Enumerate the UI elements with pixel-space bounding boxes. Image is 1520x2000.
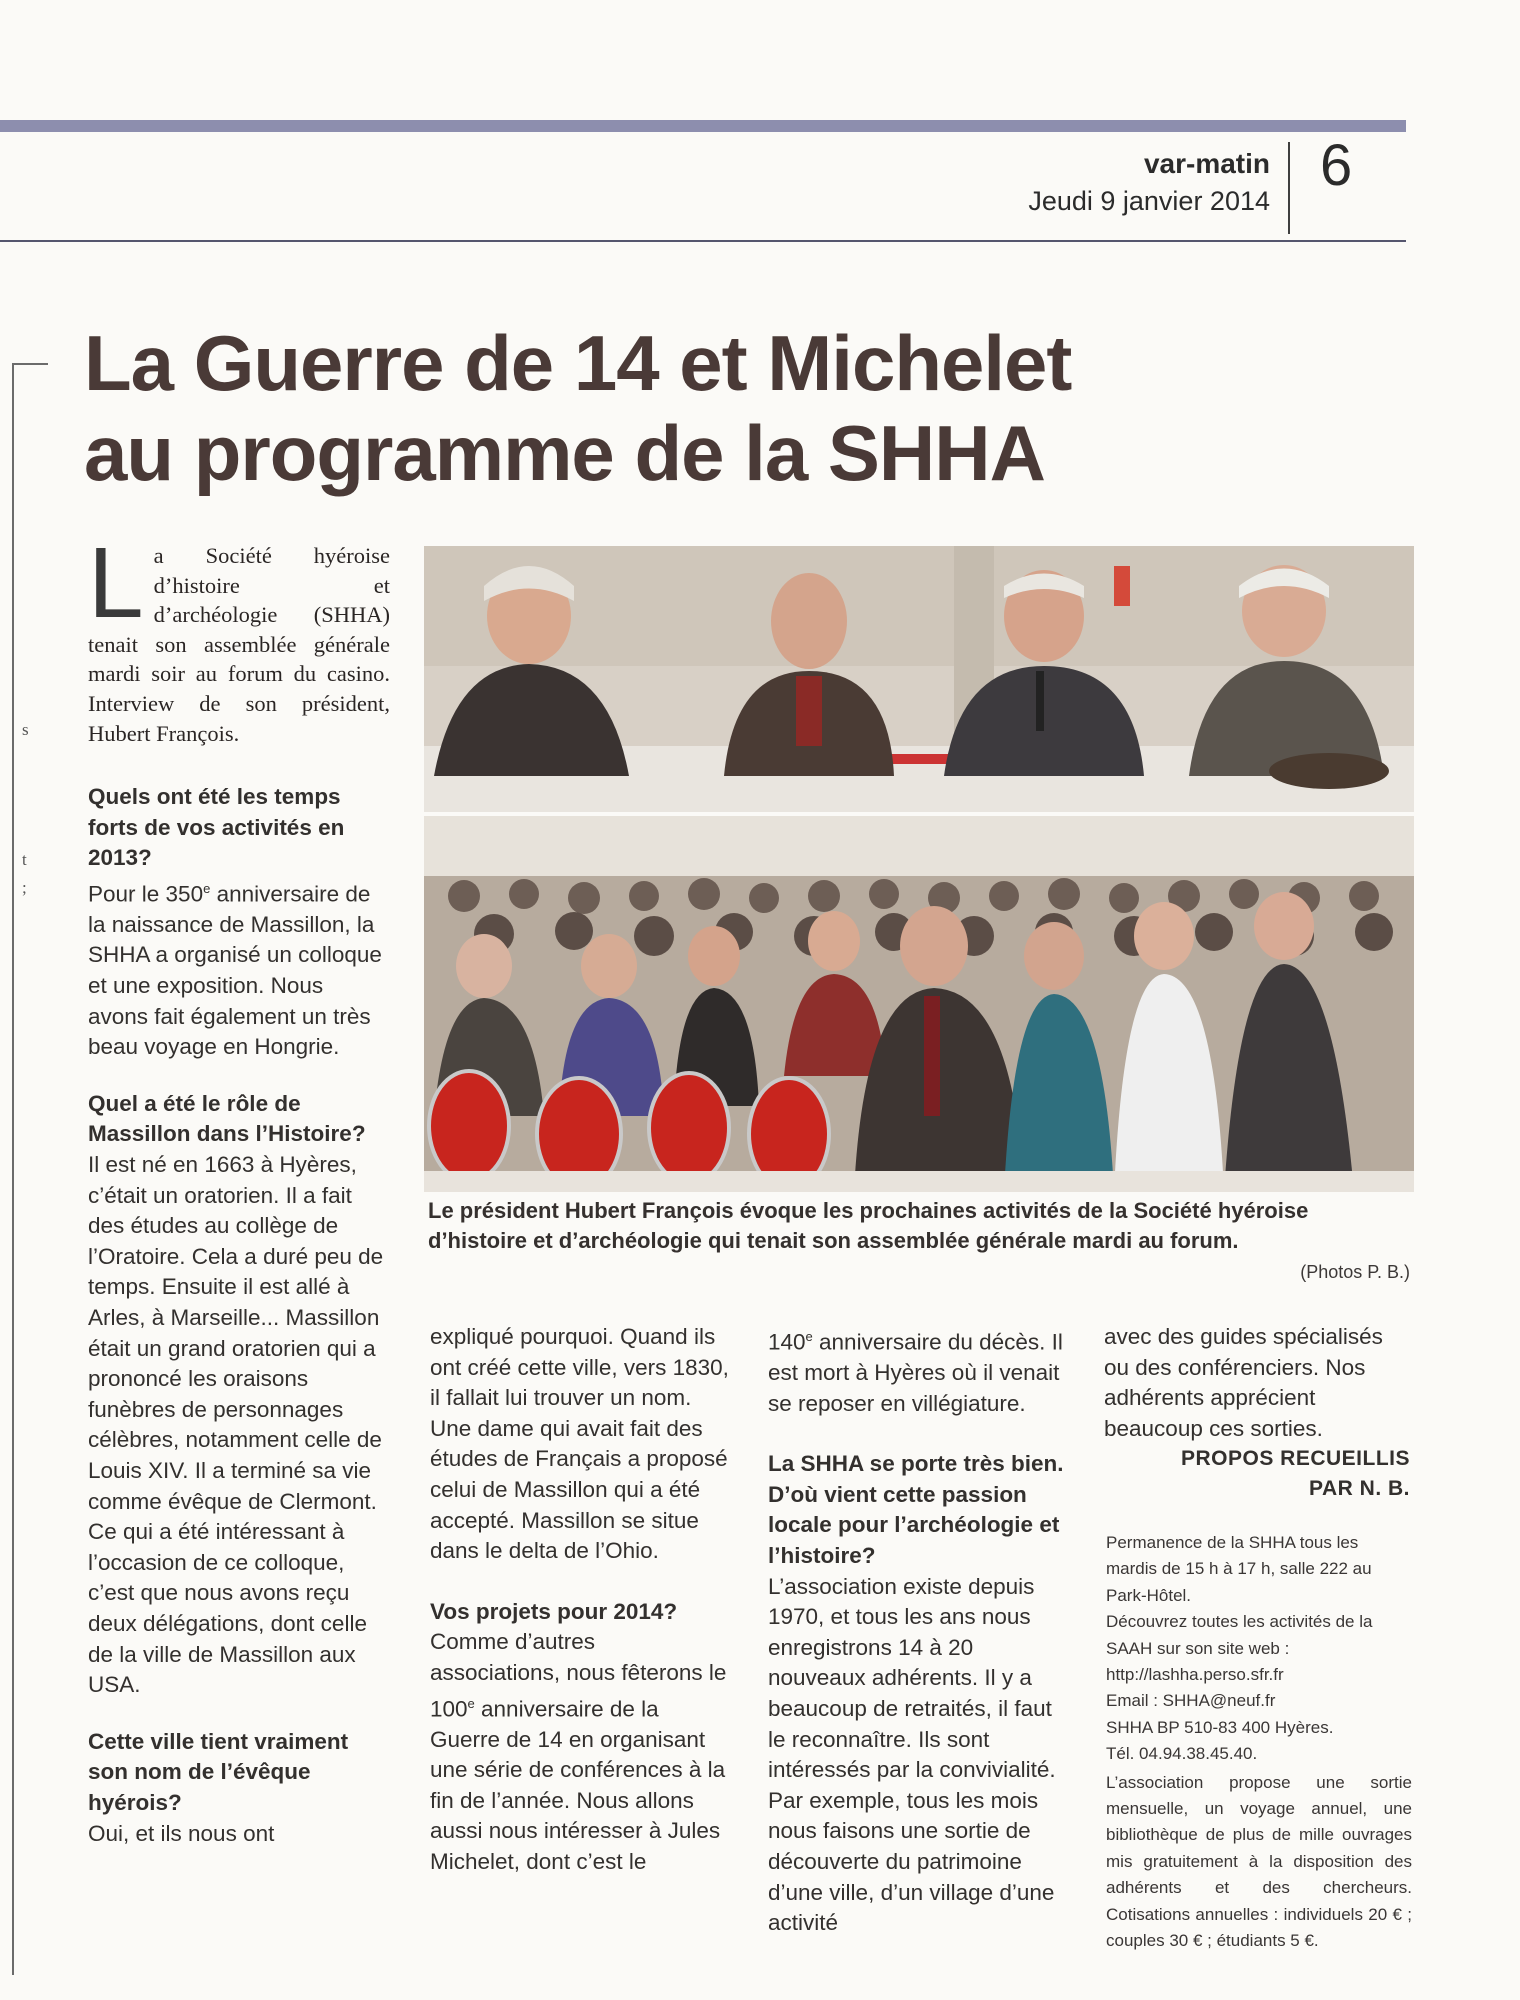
info-box xyxy=(1106,1530,1412,1955)
answer-4: Comme d’autres associations, nous fêterons le 100e anniversaire de la Guerre de 14 en organisant une série de conférences à la fin de l’année. Nous allons aussi nous intéresser à Jules Michelet, dont c’est le xyxy=(430,1629,727,1874)
photo-panel xyxy=(424,546,1414,812)
photo-credit: (Photos P. B.) xyxy=(1300,1262,1410,1282)
edge-rule xyxy=(12,365,14,1975)
intro-text: a Société hyéroise d’histoire et d’archéologie (SHHA) tenait son assemblée générale mardi soir au forum du casino. Interview de son président, Hubert François. xyxy=(88,543,390,746)
info-address: SHHA BP 510-83 400 Hyères. xyxy=(1106,1717,1334,1737)
title-line-1: La Guerre de 14 et Michelet xyxy=(84,319,1072,407)
column-2 xyxy=(430,1322,730,1878)
question-3: Cette ville tient vraiment son nom de l’évêque hyérois? xyxy=(88,1728,349,1815)
answer-3-start: Oui, et ils nous ont xyxy=(88,1820,275,1846)
question-4: Vos projets pour 2014? xyxy=(430,1598,678,1624)
title-line-2: au programme de la SHHA xyxy=(84,409,1045,497)
info-permanence: Permanence de la SHHA tous les mardis de 15 h à 17 h, salle 222 au Park-Hôtel. xyxy=(1106,1533,1372,1605)
column-3 xyxy=(768,1322,1068,1939)
info-description: L’association propose une sortie mensuelle, un voyage annuel, une bibliothèque de plus de mille ouvrages mis gratuitement à la disposition des adhérents et des chercheurs. Cotisations annuelles : individuels 20 € ; couples 30 € ; étudiants 5 €. xyxy=(1106,1772,1412,1951)
header-rule xyxy=(0,240,1406,242)
edge-tick xyxy=(12,363,48,365)
info-email: Email : SHHA@neuf.fr xyxy=(1106,1691,1276,1711)
panel-photo-image xyxy=(424,546,1414,812)
byline: PROPOS RECUEILLIS PAR N. B. xyxy=(1180,1447,1410,1501)
info-phone: Tél. 04.94.38.45.40. xyxy=(1106,1744,1258,1764)
question-2: Quel a été le rôle de Massillon dans l’Histoire? xyxy=(88,1090,366,1147)
edge-fragment: ; xyxy=(22,878,27,897)
article-title xyxy=(84,318,1384,498)
answer-4-continued: 140e anniversaire du décès. Il est mort à Hyères où il venait se reposer en villégiature. xyxy=(768,1329,1063,1416)
page-number: 6 xyxy=(1320,133,1353,198)
masthead: var-matin xyxy=(1143,148,1270,179)
answer-5-continued: avec des guides spécialisés ou des conférenciers. Nos adhérents apprécient beaucoup ces sorties. xyxy=(1104,1324,1383,1441)
edge-fragment: t xyxy=(22,850,27,869)
question-5: La SHHA se porte très bien. D’où vient cette passion locale pour l’archéologie et l’histoire? xyxy=(768,1451,1064,1569)
publication-date: Jeudi 9 janvier 2014 xyxy=(1028,186,1270,216)
question-1: Quels ont été les temps forts de vos activités en 2013? xyxy=(88,784,345,871)
column-1 xyxy=(88,782,386,1849)
info-website: Découvrez toutes les activités de la SAAH sur son site web : http://lashha.perso.sfr.fr xyxy=(1106,1612,1373,1685)
intro xyxy=(88,527,390,748)
header-divider xyxy=(1288,142,1290,234)
answer-5: L’association existe depuis 1970, et tous les ans nous enregistrons 14 à 20 nouveaux adhérents. Il y a beaucoup de retraités, il faut le reconnaître. Ils sont intéressés par la convivialité. Par exemple, tous les mois nous faisons une sortie de découverte du patrimoine d’une ville, d’un village d’une activité xyxy=(768,1573,1056,1936)
audience-photo-image xyxy=(424,816,1414,1192)
answer-1: Pour le 350e anniversaire de la naissance de Massillon, la SHHA a organisé un colloque et une exposition. Nous avons fait également un très beau voyage en Hongrie. xyxy=(88,880,382,1060)
edge-fragment: s xyxy=(22,720,29,739)
answer-2: Il est né en 1663 à Hyères, c’était un oratorien. Il a fait des études au collège de l’Oratoire. Cela a duré peu de temps. Ensuite il est allé à Arles, à Marseille... Massillon était un grand oratorien qui a prononcé les oraisons funèbres de personnages célèbres, notamment celle de Louis XIV. Il a terminé sa vie comme évêque de Clermont. Ce qui a été intéressant à l’occasion de ce colloque, c’est que nous avons reçu deux délégations, dont celle de la ville de Massillon aux USA. xyxy=(88,1152,384,1698)
answer-3-continued: expliqué pourquoi. Quand ils ont créé cette ville, vers 1830, il fallait lui trouver un nom. Une dame qui avait fait des études de Français a proposé celui de Massillon qui a été accepté. Massillon se situe dans le delta de l’Ohio. xyxy=(430,1324,729,1564)
photo-caption: Le président Hubert François évoque les prochaines activités de la Société hyéroise d’histoire et d’archéologie qui tenait son assemblée générale mardi au forum. xyxy=(428,1198,1309,1253)
column-4 xyxy=(1104,1322,1410,1504)
drop-cap: L xyxy=(88,527,144,639)
header-band xyxy=(0,120,1406,132)
photo-audience xyxy=(424,816,1414,1192)
